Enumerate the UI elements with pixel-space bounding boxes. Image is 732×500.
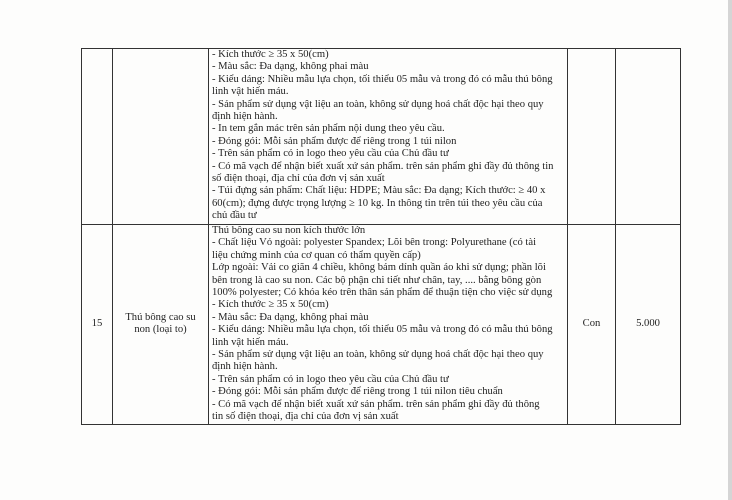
description-line: tin số điện thoại, địa chỉ của đơn vị sản xuất: [212, 411, 399, 423]
stt-value: 15: [91, 318, 103, 330]
description-line: - Sản phẩm sử dụng vật liệu an toàn, không sử dụng hoá chất độc hại theo quy: [212, 349, 544, 361]
description-line: - Sản phẩm sử dụng vật liệu an toàn, không sử dụng hoá chất độc hại theo quy: [212, 98, 544, 110]
description-line: - Màu sắc: Đa dạng, không phai màu: [212, 61, 369, 73]
specification-table: [81, 48, 681, 425]
description-line: 100% polyester; Có khóa kéo trên thân sản phẩm để thuận tiện cho việc sử dụng: [212, 287, 553, 299]
product-name-line: non (loại to): [134, 324, 187, 336]
page-edge-shadow: [728, 0, 732, 500]
description-line: - Kích thước ≥ 35 x 50(cm): [212, 299, 329, 311]
description-cell: [209, 49, 568, 225]
description-line: - Có mã vạch để nhận biết xuất xứ sản phẩm. trên sản phẩm ghi đầy đủ thông tin: [212, 160, 554, 172]
description-line: - Kiểu dáng: Nhiều mẫu lựa chọn, tối thiểu 05 mẫu và trong đó có mẫu thú bông: [212, 73, 553, 85]
stt-cell: [82, 49, 113, 225]
table-row: [82, 49, 681, 225]
stt-cell: [82, 225, 113, 425]
description-line: Lớp ngoài: Vải co giãn 4 chiều, không bám dính quần áo khi sử dụng; phần lõi: [212, 262, 546, 274]
description-line: - Kiểu dáng: Nhiều mẫu lựa chọn, tối thiểu 05 mẫu và trong đó có mẫu thú bông: [212, 324, 553, 336]
description-line: - Màu sắc: Đa dạng, không phai màu: [212, 311, 369, 323]
product-name-cell: [113, 225, 209, 425]
description-line: liệu chứng minh của cơ quan có thẩm quyền cấp): [212, 249, 421, 261]
description-line: - Có mã vạch để nhận biết xuất xứ sản phẩm. trên sản phẩm ghi đầy đủ thông: [212, 398, 540, 410]
description-cell: [209, 225, 568, 425]
description-line: - Trên sản phẩm có in logo theo yêu cầu của Chủ đầu tư: [212, 373, 449, 385]
unit-value: Con: [582, 318, 601, 330]
description-line: định hiện hành.: [212, 361, 278, 373]
description-line: - In tem gắn mác trên sản phẩm nội dung theo yêu cầu.: [212, 123, 445, 135]
quantity-value: 5.000: [636, 318, 660, 330]
quantity-cell: [616, 49, 681, 225]
description-line: - Túi đựng sản phẩm: Chất liệu: HDPE; Màu sắc: Đa dạng; Kích thước: ≥ 40 x: [212, 185, 546, 197]
description-line: định hiện hành.: [212, 111, 278, 123]
description-line: chủ đầu tư: [212, 210, 257, 222]
description-line: - Đóng gói: Mỗi sản phẩm được để riêng trong 1 túi nilon: [212, 135, 457, 147]
table-row: [82, 225, 681, 425]
description-line: 60(cm); đựng được trọng lượng ≥ 10 kg. In thông tin trên túi theo yêu cầu của: [212, 197, 543, 209]
description-line: bên trong là cao su non. Các bộ phận chi tiết như chân, tay, .... bằng bông gòn: [212, 274, 542, 286]
description-line: linh vật hiến máu.: [212, 86, 289, 98]
description-line: linh vật hiến máu.: [212, 336, 289, 348]
description-line: - Chất liệu Vỏ ngoài: polyester Spandex; Lõi bên trong: Polyurethane (có tài: [212, 237, 537, 249]
unit-cell: [568, 225, 616, 425]
product-name-cell: [113, 49, 209, 225]
product-name-line: Thú bông cao su: [125, 311, 196, 323]
description-line: - Trên sản phẩm có in logo theo yêu cầu của Chủ đầu tư: [212, 148, 449, 160]
quantity-cell: [616, 225, 681, 425]
unit-cell: [568, 49, 616, 225]
description-line: - Đóng gói: Mỗi sản phẩm được để riêng trong 1 túi nilon tiêu chuẩn: [212, 386, 503, 398]
description-line: Thú bông cao su non kích thước lớn: [212, 225, 366, 236]
description-line: - Kích thước ≥ 35 x 50(cm): [212, 49, 329, 60]
description-line: số điện thoại, địa chỉ của đơn vị sản xuất: [212, 173, 385, 185]
